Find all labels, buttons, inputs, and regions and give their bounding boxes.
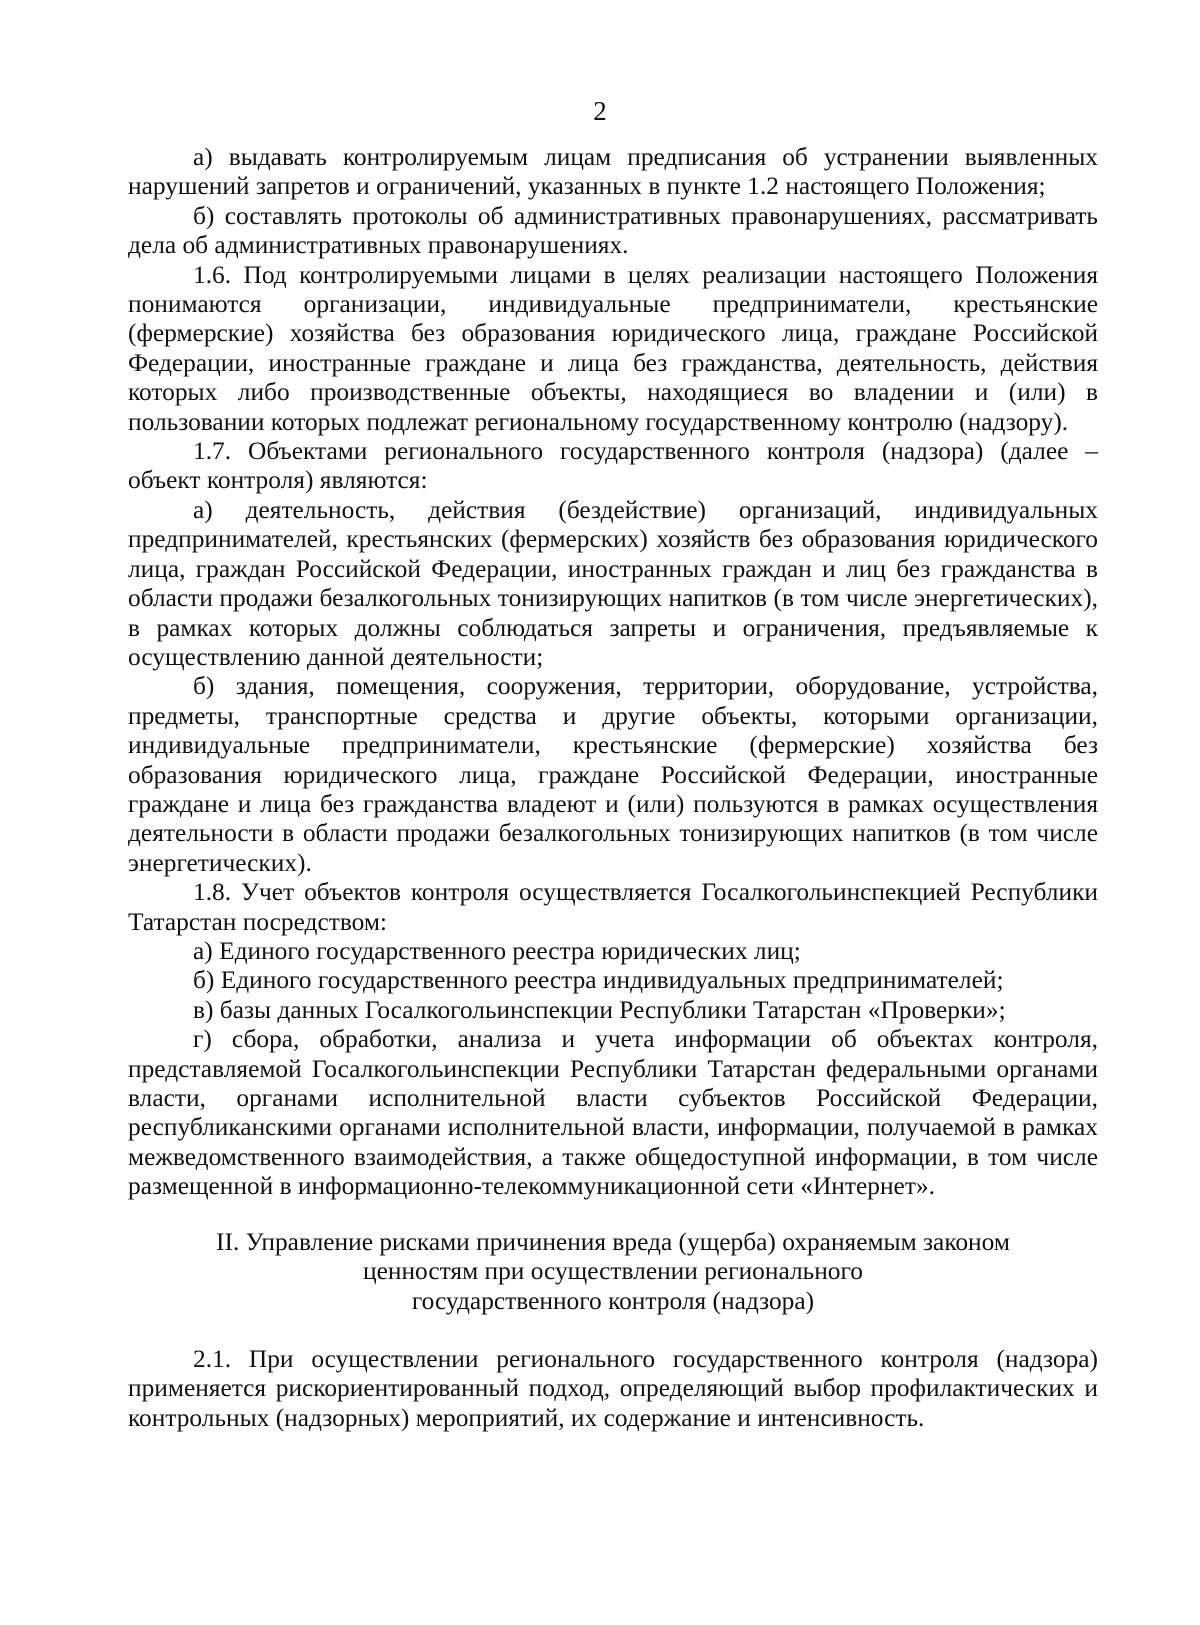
paragraph-1-8: 1.8. Учет объектов контроля осуществляется Госалкогольинспекцией Республики Татарстан посредством: <box>128 878 1098 936</box>
paragraph-1-8-item-g: г) сбора, обработки, анализа и учета информации об объектах контроля, представляемой Госалкогольинспекции Республики Татарстан федеральными органами власти, органами исполнительной власти субъектов Российской Федерации, республиканскими органами исполнительной власти, информации, получаемой в рамках межведомственного взаимодействия, а также общедоступной информации, в том числе размещенной в информационно-телекоммуникационной сети «Интернет». <box>128 1025 1098 1201</box>
paragraph-1-6: 1.6. Под контролируемыми лицами в целях реализации настоящего Положения понимаются организации, индивидуальные предприниматели, крестьянские (фермерские) хозяйства без образования юридического лица, граждане Российской Федерации, иностранные граждане и лица без гражданства, деятельность, действия которых либо производственные объекты, находящиеся во владении и (или) в пользовании которых подлежат региональному государственному контролю (надзору). <box>128 260 1098 436</box>
paragraph-1-7: 1.7. Объектами регионального государственного контроля (надзора) (далее – объект контроля) являются: <box>128 437 1098 495</box>
section-heading-line: II. Управление рисками причинения вреда (ущерба) охраняемым законом <box>216 1228 1010 1256</box>
paragraph-2-1: 2.1. При осуществлении регионального государственного контроля (надзора) применяется рискориентированный подход, определяющий выбор профилактических и контрольных (надзорных) мероприятий, их содержание и интенсивность. <box>128 1345 1098 1432</box>
section-heading <box>128 1228 1098 1316</box>
paragraph-item-a-prescriptions: а) выдавать контролируемым лицам предписания об устранении выявленных нарушений запретов и ограничений, указанных в пункте 1.2 настоящего Положения; <box>128 143 1098 201</box>
section-heading-line: государственного контроля (надзора) <box>411 1286 815 1315</box>
paragraph-1-7-item-a: а) деятельность, действия (бездействие) организаций, индивидуальных предпринимателей, крестьянских (фермерских) хозяйств без образования юридического лица, граждан Российской Федерации, иностранных граждан и лиц без гражданства в области продажи безалкогольных тонизирующих напитков (в том числе энергетических), в рамках которых должны соблюдаться запреты и ограничения, предъявляемые к осуществлению данной деятельности; <box>128 495 1098 671</box>
paragraph-1-8-item-v: в) базы данных Госалкогольинспекции Республики Татарстан «Проверки»; <box>193 995 1006 1024</box>
page-number: 2 <box>593 96 607 126</box>
paragraph-item-b-protocols: б) составлять протоколы об административных правонарушениях, рассматривать дела об административных правонарушениях. <box>128 201 1098 260</box>
section-body-text <box>128 1345 1098 1433</box>
paragraph-1-8-item-a: а) Единого государственного реестра юридических лиц; <box>193 936 801 965</box>
paragraph-1-7-item-b: б) здания, помещения, сооружения, территории, оборудование, устройства, предметы, транспортные средства и другие объекты, которыми организации, индивидуальные предприниматели, крестьянские (фермерские) хозяйства без образования юридического лица, граждане Российской Федерации, иностранные граждане и лица без гражданства владеют и (или) пользуются в рамках осуществления деятельности в области продажи безалкогольных тонизирующих напитков (в том числе энергетических). <box>128 672 1098 877</box>
paragraph-1-8-item-b: б) Единого государственного реестра индивидуальных предпринимателей; <box>193 966 1004 995</box>
body-text <box>128 143 1098 1202</box>
section-heading-line: ценностям при осуществлении регионального <box>363 1257 863 1286</box>
